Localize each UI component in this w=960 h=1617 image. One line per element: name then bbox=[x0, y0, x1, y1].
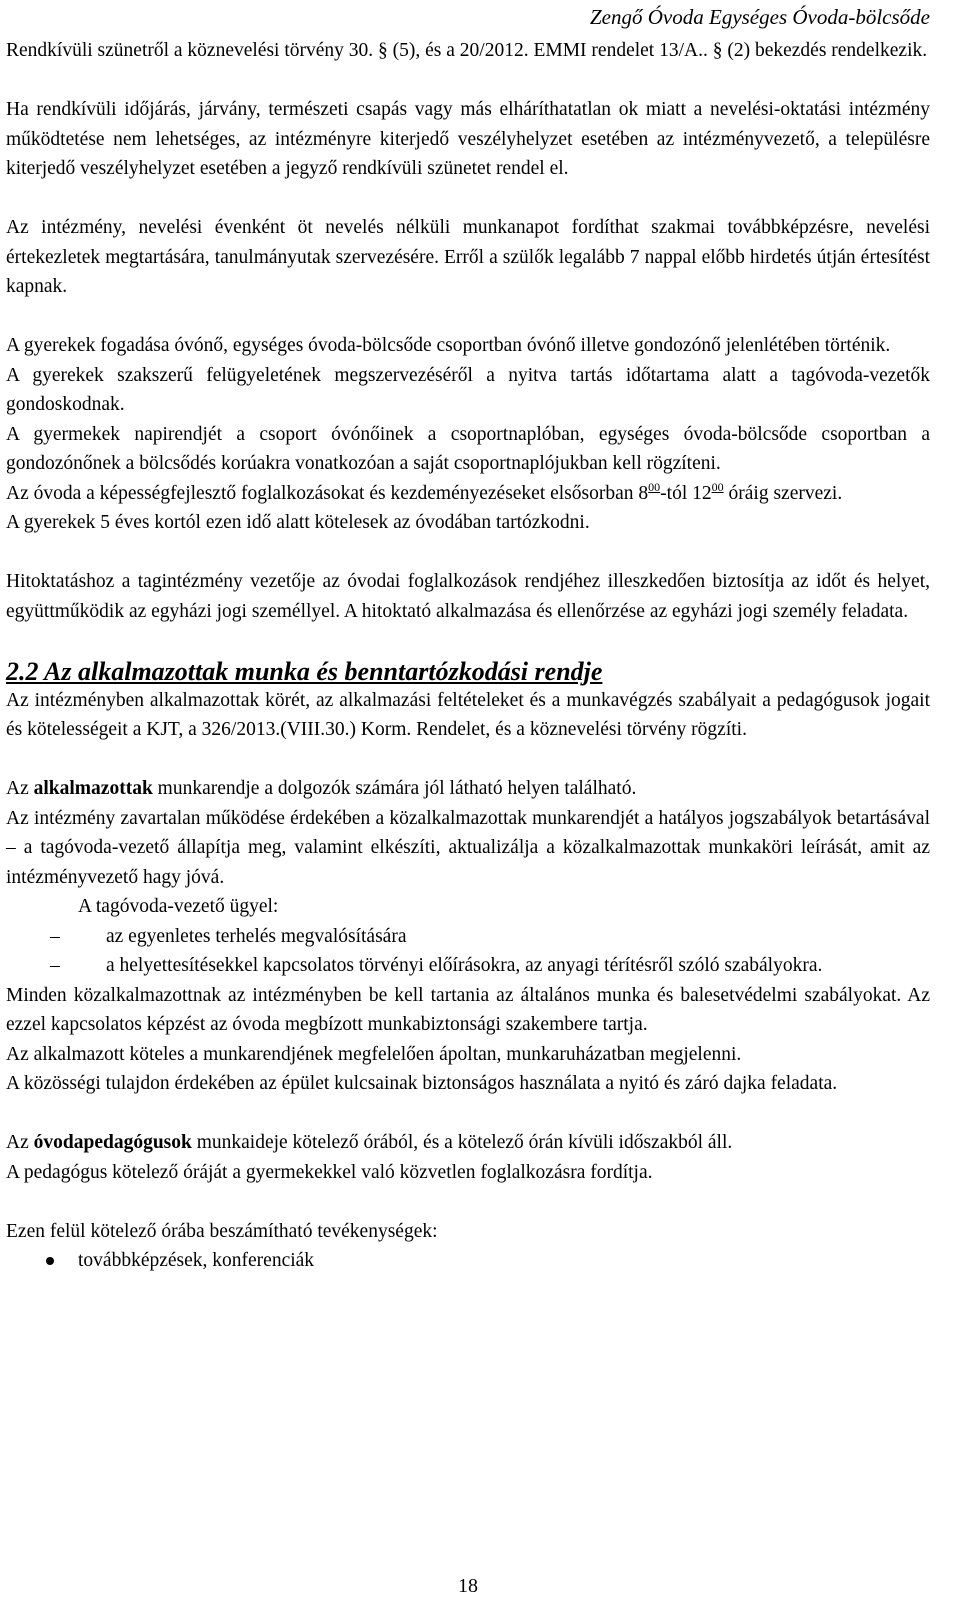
paragraph-rendkivuli-szunet: Rendkívüli szünetről a köznevelési törvény 30. § (5), és a 20/2012. EMMI rendelet 13/A.. § (2) bekezdés rendelkezik. bbox=[6, 40, 928, 61]
paragraph-hitoktatas: Hitoktatáshoz a tagintézmény vezetője az óvodai foglalkozások rendjéhez illeszkedően biztosítja az időt és helyet, együttműködik az egyházi jogi személlyel. A hitoktató alkalmazása és ellenőrzése az egyházi jogi személy feladata. bbox=[6, 571, 930, 622]
paragraph-ovodapedagogusok bbox=[6, 1128, 930, 1158]
document-body bbox=[6, 36, 930, 1276]
paragraph-rendkivuli-helyzet: Ha rendkívüli időjárás, járvány, természeti csapás vagy más elháríthatatlan ok miatt a nevelési-oktatási intézmény működtetése nem lehetséges, az intézményre kiterjedő veszélyhelyzet esetében az intézményvezető, a településre kiterjedő veszélyhelyzet esetében a jegyző rendkívüli szünetet rendel el. bbox=[6, 99, 930, 179]
text-segment: Az bbox=[6, 778, 34, 799]
paragraph-kulcsok: A közösségi tulajdon érdekében az épület kulcsainak biztonságos használata a nyitó és záró dajka feladata. bbox=[6, 1073, 838, 1094]
dash-icon: – bbox=[50, 925, 60, 947]
bullet-icon bbox=[46, 1257, 54, 1265]
paragraph-munkavedelem: Minden közalkalmazottnak az intézményben be kell tartania az általános munka és balesetvédelmi szabályokat. Az ezzel kapcsolatos képzést az óvoda megbízott munkabiztonsági szakembere tartja. bbox=[6, 984, 930, 1035]
paragraph-kotelezo-ora: A pedagógus kötelező óráját a gyermekekkel való közvetlen foglalkozásra fordítja. bbox=[6, 1161, 653, 1183]
dash-icon: – bbox=[50, 955, 60, 976]
paragraph-beszamithato: Ezen felül kötelező órába beszámítható tevékenységek: bbox=[6, 1220, 438, 1242]
page-header: Zengő Óvoda Egységes Óvoda-bölcsőde bbox=[590, 5, 930, 29]
text-segment: munkaideje kötelező órából, és a kötelező órán kívüli időszakból áll. bbox=[191, 1132, 733, 1153]
paragraph-fogadas: A gyerekek fogadása óvónő, egységes óvoda-bölcsőde csoportban óvónő illetve gondozónő jelenlétében történik. bbox=[6, 335, 891, 356]
dash-list bbox=[6, 922, 930, 981]
paragraph-munkaruha: Az alkalmazott köteles a munkarendjének megfelelően ápoltan, munkaruházatban megjelenni. bbox=[6, 1043, 742, 1065]
paragraph-zavartalan-mukodes: Az intézmény zavartalan működése érdekében a közalkalmazottak munkarendjét a hatályos jogszabályok betartásával – a tagóvoda-vezető állapítja meg, valamint elkészíti, aktualizálja a közalkalmazottak munkaköri leírását, amit az intézményvezető hagy jóvá. bbox=[6, 807, 930, 888]
text-segment: -tól 12 bbox=[660, 482, 712, 504]
paragraph-alkalmazottak-kore: Az intézményben alkalmazottak körét, az alkalmazási feltételeket és a munkavégzés szabályait a pedagógusok jogait és kötelességeit a KJT, a 326/2013.(VIII.30.) Korm. Rendelet, és a köznevelési törvény rögzíti. bbox=[6, 689, 930, 740]
list-item-text: továbbképzések, konferenciák bbox=[78, 1250, 315, 1271]
page-number: 18 bbox=[458, 1575, 478, 1597]
list-item bbox=[6, 951, 930, 981]
paragraph-foglalkozasok-ideje bbox=[6, 479, 930, 509]
bullet-list bbox=[6, 1246, 930, 1276]
section-heading bbox=[6, 656, 930, 686]
text-segment: Az bbox=[6, 1132, 34, 1153]
paragraph-napirend: A gyermekek napirendjét a csoport óvónőinek a csoportnaplóban, egységes óvoda-bölcsőde csoportban a gondozónőnek a bölcsődés korúakra vonatkozóan a saját csoportnaplójukban kell rögzíteni. bbox=[6, 423, 930, 474]
list-item-text: a helyettesítésekkel kapcsolatos törvényi előírásokra, az anyagi térítésről szóló szabályokra. bbox=[106, 955, 823, 976]
text-segment: Az óvoda a képességfejlesztő foglalkozásokat és kezdeményezéseket elsősorban 8 bbox=[6, 482, 649, 504]
list-item bbox=[6, 1246, 930, 1276]
text-segment: munkarendje a dolgozók számára jól látható helyen található. bbox=[152, 778, 637, 799]
text-segment: óráig szervezi. bbox=[723, 482, 843, 504]
paragraph-alkalmazottak-munkarend bbox=[6, 774, 930, 804]
section-title: Az alkalmazottak munka és benntartózkodási rendje bbox=[44, 656, 603, 686]
bold-term: óvodapedagógusok bbox=[33, 1132, 192, 1153]
section-number: 2.2 bbox=[6, 656, 39, 686]
list-item bbox=[6, 922, 930, 952]
time-superscript: 00 bbox=[711, 479, 724, 494]
time-superscript: 00 bbox=[648, 479, 661, 494]
list-label: A tagóvoda-vezető ügyel: bbox=[78, 896, 279, 917]
list-item-text: az egyenletes terhelés megvalósítására bbox=[106, 925, 407, 947]
paragraph-kotelezo-tartozkodas: A gyerekek 5 éves kortól ezen idő alatt kötelesek az óvodában tartózkodni. bbox=[6, 512, 590, 533]
paragraph-nevelés-nelkuli-napok: Az intézmény, nevelési évenként öt nevelés nélküli munkanapot fordíthat szakmai továbbképzésre, nevelési értekezletek megtartására, tanulmányutak szervezésére. Erről a szülők legalább 7 nappal előbb hirdetés útján értesítést kapnak. bbox=[6, 217, 930, 297]
paragraph-felugyelet: A gyerekek szakszerű felügyeletének megszervezéséről a nyitva tartás időtartama alatt a tagóvoda-vezetők gondoskodnak. bbox=[6, 364, 930, 415]
bold-term: alkalmazottak bbox=[33, 778, 153, 799]
